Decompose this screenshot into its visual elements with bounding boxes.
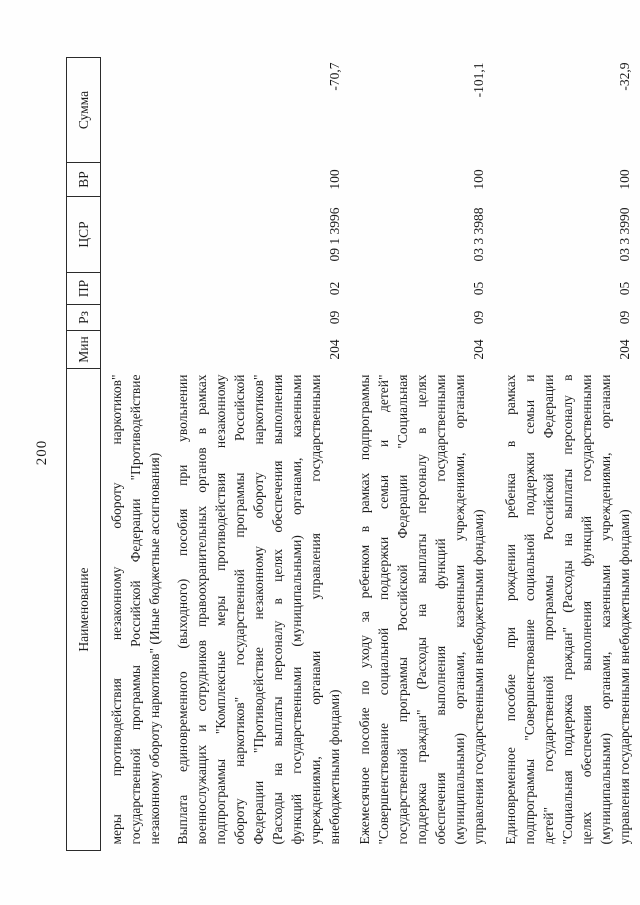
name-line: управления государственными внебюджетными фондами) bbox=[471, 509, 486, 845]
header-cell-rz: Рз bbox=[67, 305, 101, 331]
rz-cell: 09 bbox=[327, 310, 342, 325]
header-cell-min: Мин bbox=[67, 331, 101, 369]
name-line: (муниципальными) органами, казенными учреждениями, органами bbox=[598, 374, 613, 845]
name-line: детей" государственной программы Российской Федерации bbox=[541, 374, 556, 845]
name-line: поддержка граждан" (Расходы на выплаты персоналу в целях bbox=[414, 374, 429, 845]
header-cell-vr: ВР bbox=[67, 163, 101, 197]
name-line: (Расходы на выплаты персоналу в целях обеспечения выполнения bbox=[270, 374, 285, 845]
name-line: Выплата единовременного (выходного) пособия при увольнении bbox=[175, 374, 190, 845]
name-cell bbox=[164, 369, 344, 851]
pr-cell: 02 bbox=[327, 281, 342, 296]
name-line: незаконному обороту наркотиков" (Иные бюджетные ассигнования) bbox=[147, 452, 162, 845]
name-line: целях обеспечения выполнения функций государственными bbox=[579, 374, 594, 845]
name-line: подпрограммы "Комплексные меры противодействия незаконному bbox=[213, 374, 228, 845]
csr-cell: 09 1 3996 bbox=[327, 207, 342, 262]
min-cell: 204 bbox=[471, 339, 486, 360]
rz-cell bbox=[101, 305, 165, 331]
name-line: обороту наркотиков" государственной программы Российской bbox=[232, 374, 247, 845]
name-line: Единовременное пособие при рождении ребенка в рамках bbox=[503, 374, 518, 845]
name-cell bbox=[488, 369, 634, 851]
name-line: обеспечения выполнения функций государственными bbox=[433, 374, 448, 845]
csr-cell: 03 3 3990 bbox=[617, 207, 632, 262]
csr-cell: 03 3 3988 bbox=[471, 207, 486, 262]
name-line: "Совершенствование социальной поддержки семьи и детей" bbox=[376, 374, 391, 845]
header-cell-csr: ЦСР bbox=[67, 197, 101, 273]
header-cell-sum: Сумма bbox=[67, 58, 101, 163]
table-row bbox=[344, 58, 488, 851]
name-cell bbox=[101, 369, 165, 851]
name-line: учреждениями, органами управления государственными bbox=[308, 374, 323, 845]
name-line: внебюджетными фондами) bbox=[327, 689, 342, 845]
csr-cell bbox=[101, 197, 165, 273]
name-line: государственной программы Российской Федерации "Социальная bbox=[395, 374, 410, 845]
pr-cell: 05 bbox=[471, 281, 486, 296]
rz-cell: 09 bbox=[617, 310, 632, 325]
min-cell: 204 bbox=[327, 339, 342, 360]
name-line: (муниципальными) органами, казенными учреждениями, органами bbox=[452, 374, 467, 845]
name-line: военнослужащих и сотрудников правоохранительных органов в рамках bbox=[194, 374, 209, 845]
name-line: меры противодействия незаконному обороту наркотиков" bbox=[109, 374, 124, 845]
sum-cell: -32,9 bbox=[617, 62, 632, 91]
sum-cell: -70,7 bbox=[327, 62, 342, 91]
header-cell-pr: ПР bbox=[67, 273, 101, 305]
name-line: Федерации "Противодействие незаконному обороту наркотиков" bbox=[251, 374, 266, 845]
min-cell bbox=[101, 331, 165, 369]
name-line: подпрограммы "Совершенствование социальной поддержки семьи и bbox=[522, 374, 537, 845]
header-cell-name: Наименование bbox=[67, 369, 101, 851]
min-cell: 204 bbox=[617, 339, 632, 360]
table-header-row bbox=[67, 58, 101, 851]
vr-cell bbox=[101, 163, 165, 197]
sum-cell: -101,1 bbox=[471, 62, 486, 98]
vr-cell: 100 bbox=[471, 169, 486, 190]
name-line: государственной программы Российской Федерации "Противодействие bbox=[128, 374, 143, 845]
vr-cell: 100 bbox=[617, 169, 632, 190]
name-line: функций государственными (муниципальными) органами, казенными bbox=[289, 374, 304, 845]
table-row bbox=[101, 58, 165, 851]
pr-cell: 05 bbox=[617, 281, 632, 296]
budget-table bbox=[66, 57, 634, 851]
name-line: "Социальная поддержка граждан" (Расходы на выплаты персоналу в bbox=[560, 374, 575, 845]
name-cell bbox=[344, 369, 488, 851]
name-line: Ежемесячное пособие по уходу за ребенком в рамках подпрограммы bbox=[357, 374, 372, 845]
pr-cell bbox=[101, 273, 165, 305]
table-row bbox=[488, 58, 634, 851]
sum-cell bbox=[101, 58, 165, 163]
vr-cell: 100 bbox=[327, 169, 342, 190]
page-number: 200 bbox=[34, 439, 50, 466]
table-row bbox=[164, 58, 344, 851]
rz-cell: 09 bbox=[471, 310, 486, 325]
name-line: управления государственными внебюджетными фондами) bbox=[617, 509, 632, 845]
